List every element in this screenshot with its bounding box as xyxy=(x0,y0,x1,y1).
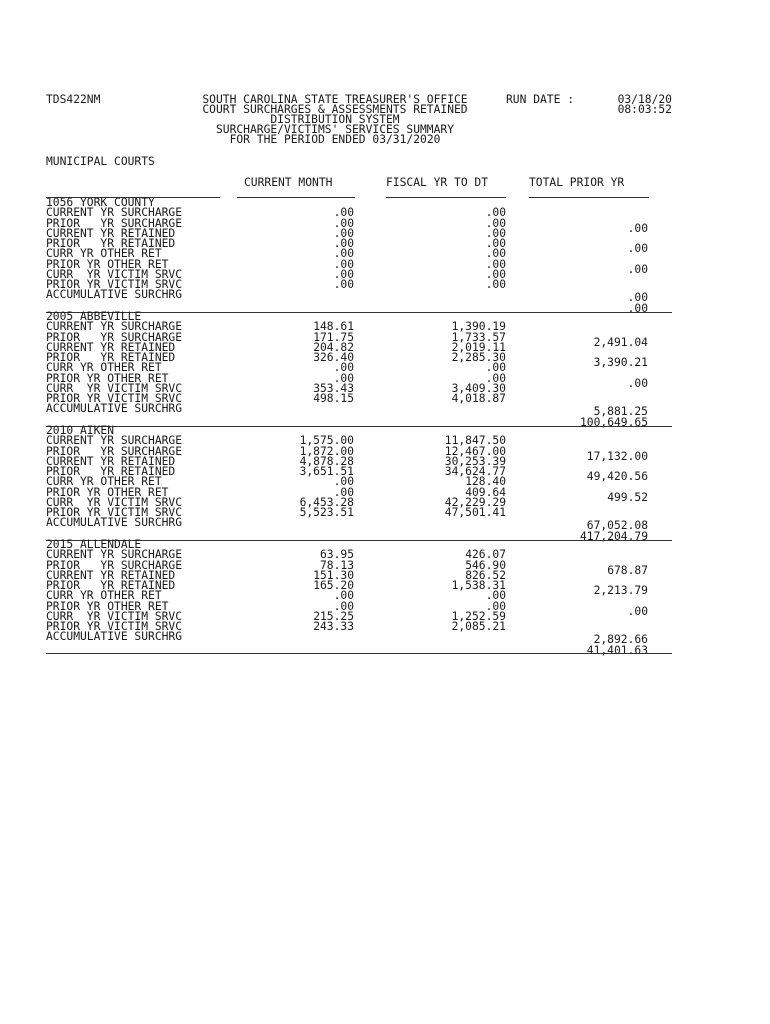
row-label: PRIOR YR RETAINED xyxy=(46,351,176,364)
fiscal-ytd-value: .00 xyxy=(485,589,506,603)
section-divider xyxy=(46,653,672,654)
report-id: TDS422NM xyxy=(46,93,101,106)
prior-yr-surcharge: 678.87 xyxy=(607,563,648,577)
row-label: PRIOR YR SURCHARGE xyxy=(46,444,183,458)
current-month-value: .00 xyxy=(333,237,354,250)
current-month-value: .00 xyxy=(333,247,354,261)
current-month-value: .00 xyxy=(333,278,354,291)
prior-yr-victim-srvc: 2,892.66 xyxy=(593,633,648,647)
current-month-value: .00 xyxy=(333,216,354,230)
prior-yr-accumulative: 100,649.65 xyxy=(579,415,648,429)
run-time: 08:03:52 xyxy=(617,103,672,116)
fiscal-ytd-value: 47,501.41 xyxy=(444,506,506,519)
current-month-value: .00 xyxy=(333,206,354,220)
current-month-value: 5,523.51 xyxy=(299,506,354,519)
run-date-label: RUN DATE : xyxy=(506,93,575,106)
court-name: 2010 AIKEN xyxy=(46,424,115,437)
fiscal-ytd-value: 546.90 xyxy=(465,558,506,572)
fiscal-ytd-value: 11,847.50 xyxy=(444,434,506,448)
row-label: CURRENT YR SURCHARGE xyxy=(46,206,183,220)
row-label: CURR YR OTHER RET xyxy=(46,361,162,375)
column-header-total-prior-yr: TOTAL PRIOR YR xyxy=(529,176,625,189)
current-month-value: 63.95 xyxy=(319,548,354,562)
row-label: CURRENT YR RETAINED xyxy=(46,454,176,468)
fiscal-ytd-value: 426.07 xyxy=(465,548,506,562)
prior-yr-other-ret: .00 xyxy=(627,262,648,276)
fiscal-ytd-value: 34,624.77 xyxy=(444,465,506,478)
fiscal-ytd-value: 2,085.21 xyxy=(451,620,506,633)
fiscal-ytd-value: .00 xyxy=(485,247,506,261)
fiscal-ytd-value: 12,467.00 xyxy=(444,444,506,458)
fiscal-ytd-value: 826.52 xyxy=(465,568,506,582)
fiscal-ytd-value: .00 xyxy=(485,216,506,230)
current-month-value: 148.61 xyxy=(313,320,354,334)
fiscal-ytd-value: 4,018.87 xyxy=(451,392,506,405)
row-label: CURRENT YR SURCHARGE xyxy=(46,548,183,562)
current-month-value: .00 xyxy=(333,361,354,375)
current-month-value: 4,878.28 xyxy=(299,454,354,468)
fiscal-ytd-value: .00 xyxy=(485,226,506,240)
fiscal-ytd-value: 42,229.29 xyxy=(444,495,506,509)
prior-yr-victim-srvc: .00 xyxy=(627,291,648,305)
row-label: CURRENT YR SURCHARGE xyxy=(46,434,183,448)
fiscal-ytd-value: .00 xyxy=(485,267,506,281)
row-label: CURR YR OTHER RET xyxy=(46,247,162,261)
row-label: CURR YR VICTIM SRVC xyxy=(46,267,183,281)
row-label: PRIOR YR VICTIM SRVC xyxy=(46,506,183,519)
fiscal-ytd-value: .00 xyxy=(485,361,506,375)
row-label: CURRENT YR RETAINED xyxy=(46,568,176,582)
prior-yr-retained: 2,213.79 xyxy=(593,584,648,598)
current-month-value: .00 xyxy=(333,589,354,603)
report-title-line-1: SOUTH CAROLINA STATE TREASURER'S OFFICE xyxy=(202,93,468,106)
prior-yr-surcharge: 2,491.04 xyxy=(593,335,648,349)
current-month-value: 204.82 xyxy=(313,340,354,354)
row-label: CURR YR VICTIM SRVC xyxy=(46,495,183,509)
fiscal-ytd-value: 409.64 xyxy=(465,485,506,499)
fiscal-ytd-value: 1,733.57 xyxy=(451,330,506,344)
current-month-value: .00 xyxy=(333,257,354,271)
section-label: MUNICIPAL COURTS xyxy=(46,155,155,168)
prior-yr-retained: 49,420.56 xyxy=(586,470,648,484)
current-month-value: 326.40 xyxy=(313,351,354,364)
prior-yr-accumulative: 41,401.63 xyxy=(586,643,648,657)
fiscal-ytd-value: .00 xyxy=(485,278,506,291)
current-month-value: 1,872.00 xyxy=(299,444,354,458)
current-month-value: 353.43 xyxy=(313,381,354,395)
fiscal-ytd-value: 2,285.30 xyxy=(451,351,506,364)
prior-yr-other-ret: 499.52 xyxy=(607,490,648,504)
current-month-value: .00 xyxy=(333,226,354,240)
fiscal-ytd-value: 2,019.11 xyxy=(451,340,506,354)
fiscal-ytd-value: 1,538.31 xyxy=(451,579,506,592)
prior-yr-surcharge: .00 xyxy=(627,221,648,235)
header-underline-total-prior-yr xyxy=(529,197,649,198)
run-date: 03/18/20 xyxy=(617,93,672,106)
current-month-value: 498.15 xyxy=(313,392,354,405)
header-underline-current-month xyxy=(237,197,355,198)
fiscal-ytd-value: 1,390.19 xyxy=(451,320,506,334)
fiscal-ytd-value: 128.40 xyxy=(465,475,506,489)
row-label: PRIOR YR VICTIM SRVC xyxy=(46,278,183,291)
current-month-value: 151.30 xyxy=(313,568,354,582)
report-title-line-5: FOR THE PERIOD ENDED 03/31/2020 xyxy=(229,133,441,146)
report-title-line-2: COURT SURCHARGES & ASSESSMENTS RETAINED xyxy=(202,103,468,116)
row-label: ACCUMULATIVE SURCHRG xyxy=(46,516,183,530)
row-label: PRIOR YR OTHER RET xyxy=(46,257,169,271)
row-label: PRIOR YR SURCHARGE xyxy=(46,558,183,572)
report-title-line-4: SURCHARGE/VICTIMS' SERVICES SUMMARY xyxy=(215,123,455,136)
row-label: PRIOR YR RETAINED xyxy=(46,465,176,478)
fiscal-ytd-value: .00 xyxy=(485,599,506,613)
row-label: PRIOR YR SURCHARGE xyxy=(46,216,183,230)
row-label: PRIOR YR RETAINED xyxy=(46,579,176,592)
court-name: 2005 ABBEVILLE xyxy=(46,310,142,323)
current-month-value: 1,575.00 xyxy=(299,434,354,448)
fiscal-ytd-value: .00 xyxy=(485,371,506,385)
current-month-value: .00 xyxy=(333,485,354,499)
fiscal-ytd-value: 30,253.39 xyxy=(444,454,506,468)
current-month-value: .00 xyxy=(333,267,354,281)
prior-yr-retained: 3,390.21 xyxy=(593,356,648,370)
current-month-value: 3,651.51 xyxy=(299,465,354,478)
current-month-value: 243.33 xyxy=(313,620,354,633)
row-label: ACCUMULATIVE SURCHRG xyxy=(46,402,183,416)
row-label: PRIOR YR OTHER RET xyxy=(46,485,169,499)
row-label: ACCUMULATIVE SURCHRG xyxy=(46,288,183,302)
report-title-line-3: DISTRIBUTION SYSTEM xyxy=(270,113,400,126)
row-label: CURRENT YR SURCHARGE xyxy=(46,320,183,334)
row-label: CURR YR VICTIM SRVC xyxy=(46,381,183,395)
row-label: PRIOR YR SURCHARGE xyxy=(46,330,183,344)
fiscal-ytd-value: 1,252.59 xyxy=(451,609,506,623)
row-label: PRIOR YR OTHER RET xyxy=(46,371,169,385)
fiscal-ytd-value: .00 xyxy=(485,237,506,250)
row-label: CURRENT YR RETAINED xyxy=(46,226,176,240)
row-label: CURRENT YR RETAINED xyxy=(46,340,176,354)
section-divider xyxy=(46,426,672,427)
row-label: PRIOR YR VICTIM SRVC xyxy=(46,392,183,405)
row-label: ACCUMULATIVE SURCHRG xyxy=(46,630,183,644)
prior-yr-accumulative: .00 xyxy=(627,301,648,315)
prior-yr-victim-srvc: 67,052.08 xyxy=(586,519,648,533)
current-month-value: .00 xyxy=(333,599,354,613)
prior-yr-other-ret: .00 xyxy=(627,604,648,618)
prior-yr-victim-srvc: 5,881.25 xyxy=(593,405,648,419)
prior-yr-other-ret: .00 xyxy=(627,376,648,390)
court-name: 2015 ALLENDALE xyxy=(46,538,142,551)
prior-yr-retained: .00 xyxy=(627,242,648,256)
column-header-current-month: CURRENT MONTH xyxy=(244,176,333,189)
column-header-fiscal-ytd: FISCAL YR TO DT xyxy=(386,176,489,189)
fiscal-ytd-value: .00 xyxy=(485,206,506,220)
prior-yr-accumulative: 417,204.79 xyxy=(579,529,648,543)
prior-yr-surcharge: 17,132.00 xyxy=(586,449,648,463)
current-month-value: 6,453.28 xyxy=(299,495,354,509)
current-month-value: 165.20 xyxy=(313,579,354,592)
row-label: PRIOR YR OTHER RET xyxy=(46,599,169,613)
fiscal-ytd-value: .00 xyxy=(485,257,506,271)
fiscal-ytd-value: 3,409.30 xyxy=(451,381,506,395)
court-name: 1056 YORK COUNTY xyxy=(46,196,155,209)
current-month-value: .00 xyxy=(333,475,354,489)
current-month-value: 215.25 xyxy=(313,609,354,623)
row-label: CURR YR OTHER RET xyxy=(46,589,162,603)
row-label: PRIOR YR VICTIM SRVC xyxy=(46,620,183,633)
header-underline-fiscal-ytd xyxy=(386,197,506,198)
row-label: CURR YR OTHER RET xyxy=(46,475,162,489)
current-month-value: 171.75 xyxy=(313,330,354,344)
row-label: CURR YR VICTIM SRVC xyxy=(46,609,183,623)
row-label: PRIOR YR RETAINED xyxy=(46,237,176,250)
current-month-value: .00 xyxy=(333,371,354,385)
current-month-value: 78.13 xyxy=(319,558,354,572)
